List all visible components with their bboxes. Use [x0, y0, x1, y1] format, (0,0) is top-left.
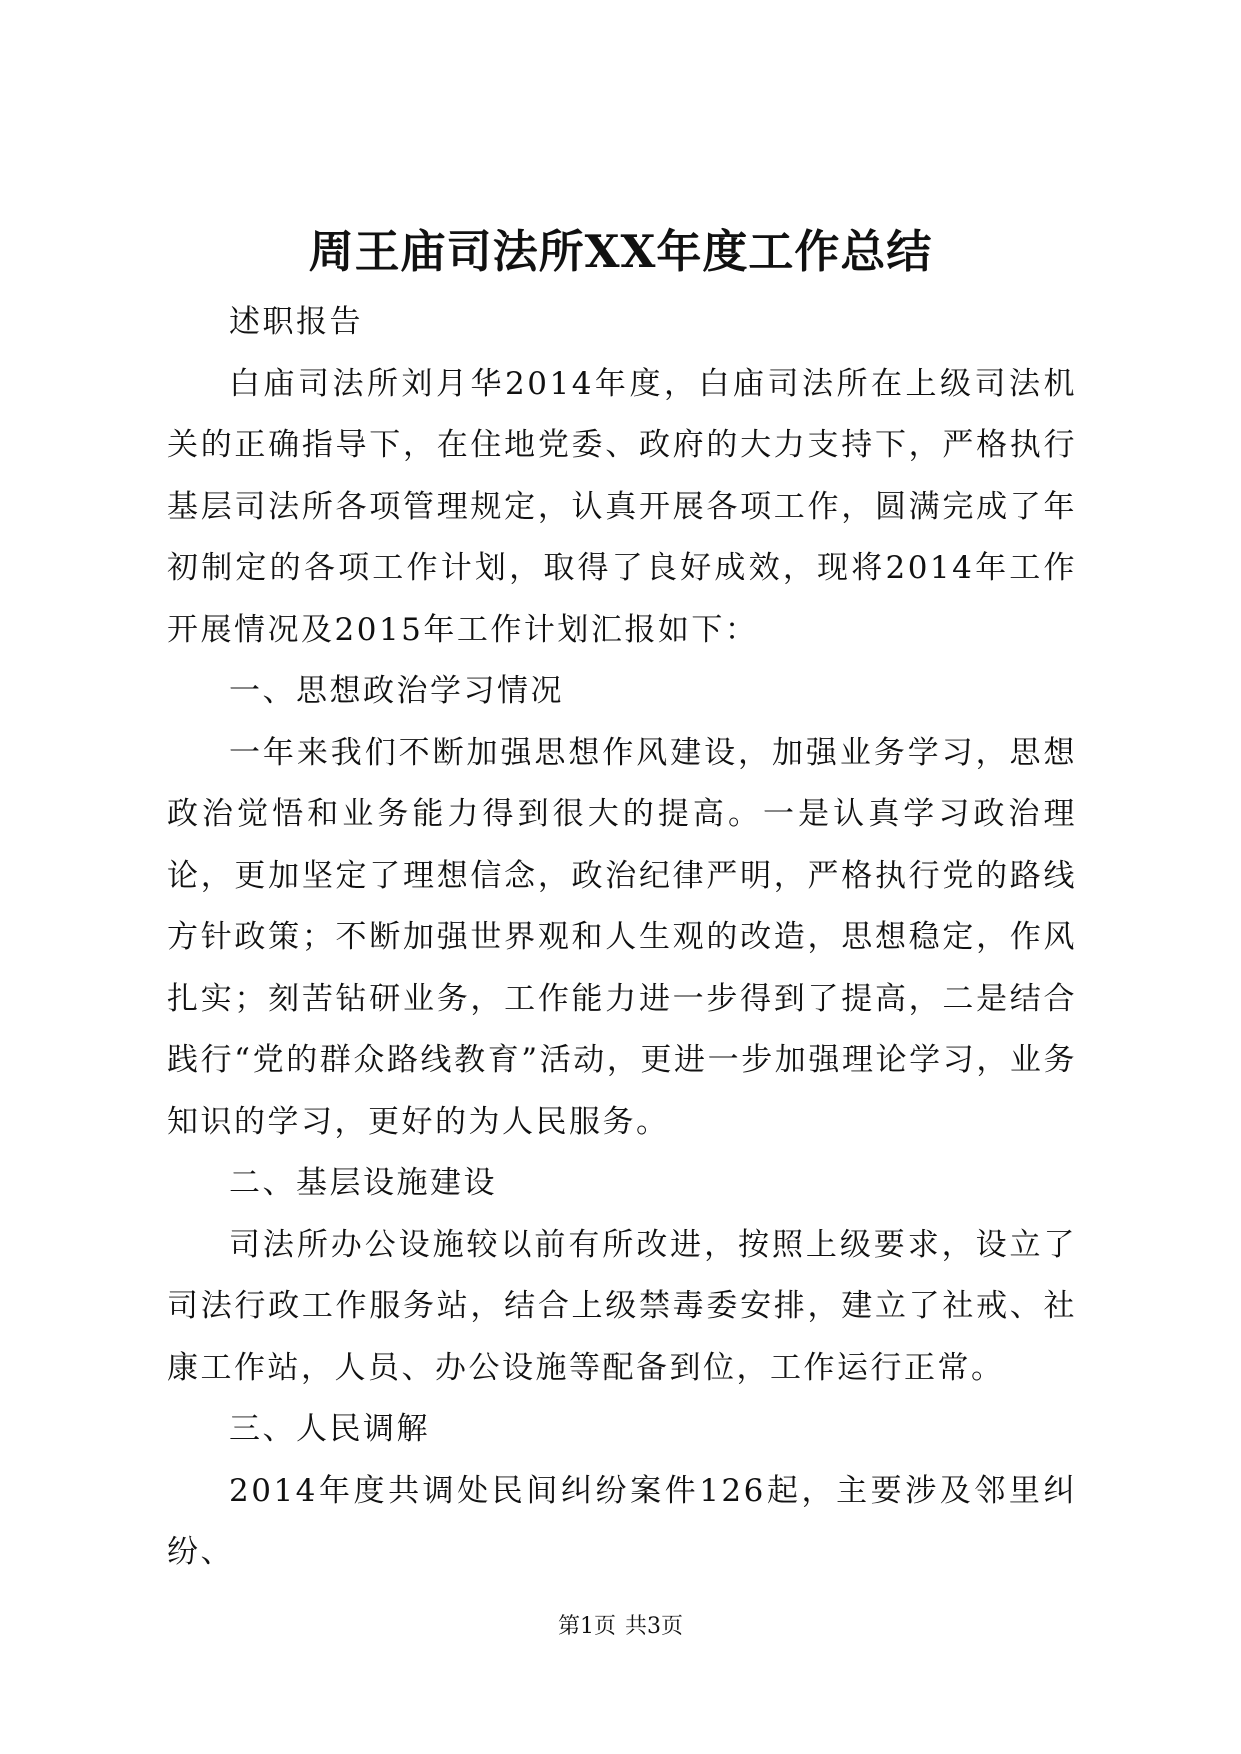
- paragraph-section-3: 2014年度共调处民间纠纷案件126起，主要涉及邻里纠纷、: [167, 1472, 1077, 1570]
- page-footer: [0, 1612, 1241, 1642]
- section-heading-3: 三、人民调解: [229, 1411, 430, 1447]
- paragraph-report-type: 述职报告: [229, 304, 363, 340]
- document-body: [167, 292, 1077, 1584]
- page-number: 第1页: [558, 1614, 616, 1639]
- page-total: 共3页: [625, 1614, 683, 1639]
- paragraph-intro: 白庙司法所刘月华2014年度，白庙司法所在上级司法机关的正确指导下，在住地党委、政府的大力支持下，严格执行基层司法所各项管理规定，认真开展各项工作，圆满完成了年初制定的各项工作计划，取得了良好成效，现将2014年工作开展情况及2015年工作计划汇报如下：: [167, 365, 1077, 648]
- section-heading-2: 二、基层设施建设: [229, 1165, 497, 1201]
- paragraph-section-1: 一年来我们不断加强思想作风建设，加强业务学习，思想政治觉悟和业务能力得到很大的提高。一是认真学习政治理论，更加坚定了理想信念，政治纪律严明，严格执行党的路线方针政策；不断加强世界观和人生观的改造，思想稳定，作风扎实；刻苦钻研业务，工作能力进一步得到了提高，二是结合践行“党的群众路线教育”活动，更进一步加强理论学习，业务知识的学习，更好的为人民服务。: [167, 734, 1077, 1140]
- paragraph-section-2: 司法所办公设施较以前有所改进，按照上级要求，设立了司法行政工作服务站，结合上级禁毒委安排，建立了社戒、社康工作站，人员、办公设施等配备到位，工作运行正常。: [167, 1226, 1077, 1386]
- section-heading-1: 一、思想政治学习情况: [229, 673, 564, 709]
- document-title: 周王庙司法所XX年度工作总结: [308, 225, 933, 278]
